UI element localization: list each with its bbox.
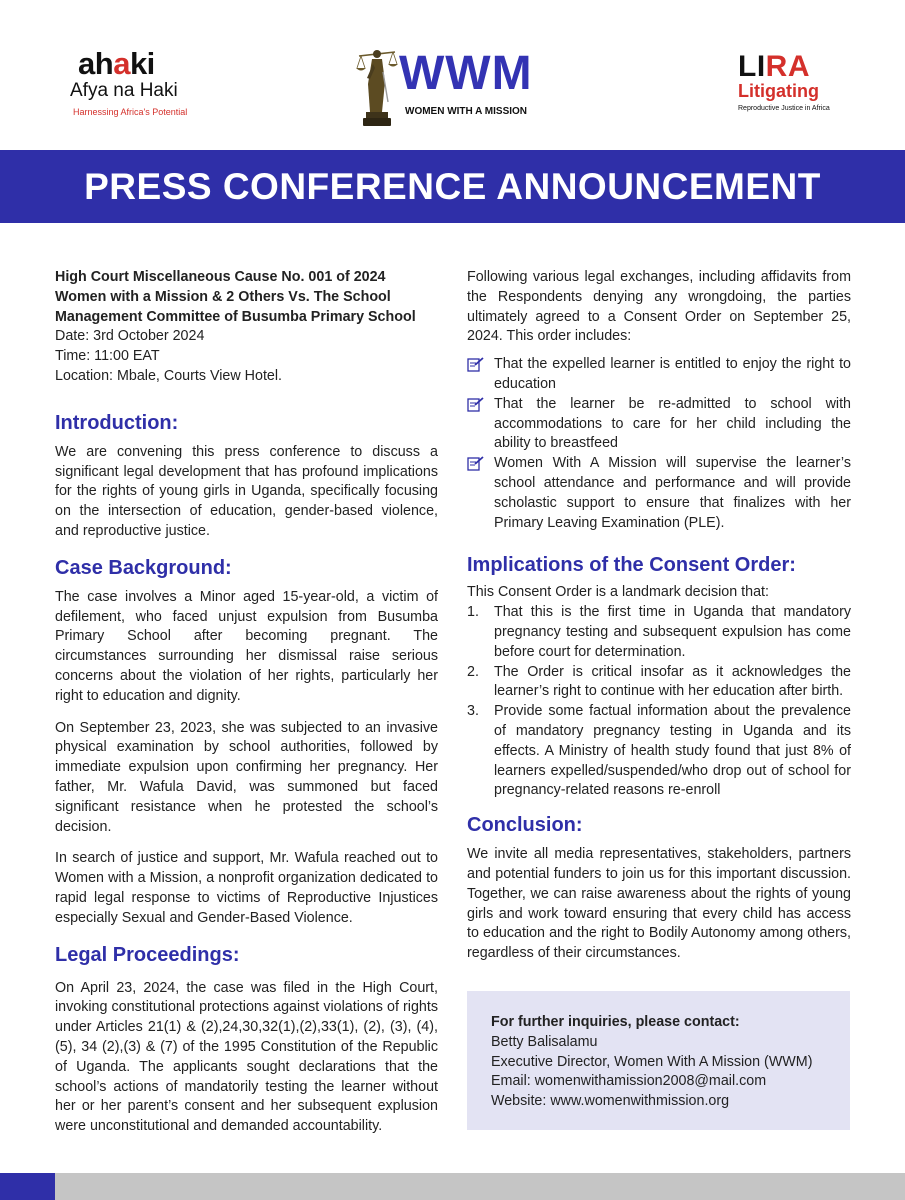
checklist-icon	[467, 357, 484, 372]
wwm-tagline: WOMEN WITH A MISSION	[405, 106, 528, 117]
list-item-text: The Order is critical insofar as it acknowledges the learner’s right to continue with her education after birth.	[494, 663, 851, 700]
conclusion-heading: Conclusion:	[467, 814, 583, 837]
lira-logo	[738, 52, 848, 112]
case-background-paragraph: In search of justice and support, Mr. Wafula reached out to Women with a Mission, a nonprofit organization dedicated to rapid legal response to victims of Reproductive Injustices especially Sexual and Gender-Based Violence.	[55, 850, 438, 926]
title-banner	[0, 150, 905, 223]
list-number: 2.	[467, 663, 479, 680]
checklist-icon	[467, 397, 484, 412]
lady-justice-icon	[355, 42, 399, 130]
list-item-text: That this is the first time in Uganda that mandatory pregnancy testing and subsequent expulsion has come before court for determination.	[494, 604, 851, 660]
page-title: PRESS CONFERENCE ANNOUNCEMENT	[84, 165, 821, 207]
ahaki-word-start: ah	[78, 46, 114, 81]
ahaki-logo	[70, 48, 200, 117]
conclusion-text: We invite all media representatives, stakeholders, partners and potential funders to join us for this important discussion. Together, we can raise awareness about the rights of young girls and work toward ensuring that every child has access to education and the right to Bodily Autonomy among others, regardless of their circumstances.	[467, 846, 851, 962]
case-background-heading: Case Background:	[55, 556, 232, 579]
legal-proceedings-heading: Legal Proceedings:	[55, 943, 240, 966]
introduction-text: We are convening this press conference to discuss a significant legal development that has profound implications for the rights of young girls in Uganda, specifically focusing on the intersection of education, gender-based violence, and reproductive justice.	[55, 443, 438, 539]
lira-word-accent: RA	[765, 50, 811, 83]
case-number: High Court Miscellaneous Cause No. 001 of 2024	[55, 269, 386, 285]
list-number: 1.	[467, 604, 479, 621]
implications-heading: Implications of the Consent Order:	[467, 554, 796, 577]
ahaki-word-accent: a	[113, 46, 130, 81]
ahaki-wordmark	[78, 48, 200, 79]
list-item	[467, 702, 851, 801]
list-item	[467, 663, 851, 703]
left-column	[55, 268, 438, 1137]
list-item	[467, 603, 851, 662]
ahaki-word-end: ki	[129, 46, 155, 81]
event-time: Time: 11:00 EAT	[55, 348, 160, 365]
lira-wordmark	[738, 52, 848, 82]
list-item-text: That the expelled learner is entitled to enjoy the right to education	[494, 356, 851, 392]
wwm-wordmark: WWM	[399, 47, 533, 100]
lira-word-start: LI	[738, 50, 766, 83]
contact-role: Executive Director, Women With A Mission (WWM)	[491, 1053, 813, 1070]
list-item	[467, 395, 851, 454]
ahaki-subtitle: Afya na Haki	[70, 80, 178, 101]
list-item-text: Provide some factual information about the prevalence of mandatory pregnancy testing in Uganda and its effects. A Ministry of health study found that just 8% of learners expelled/suspended/who drop out of school for pregnancy-related reasons re-enroll	[494, 703, 851, 799]
consent-order-list	[467, 355, 851, 533]
contact-website[interactable]: Website: www.womenwithmission.org	[491, 1093, 730, 1110]
contact-email[interactable]: Email: womenwithamission2008@mail.com	[491, 1073, 767, 1090]
list-number: 3.	[467, 703, 479, 720]
event-location: Location: Mbale, Courts View Hotel.	[55, 367, 283, 384]
list-item-text: That the learner be re-admitted to school with accommodations to care for her child including the ability to breastfeed	[494, 395, 851, 452]
case-background-paragraph: On September 23, 2023, she was subjected to an invasive physical examination by school authorities, followed by immediate expulsion upon confirming her pregnancy. Her father, Mr. Wafula David, was summoned but faced significant resistance when he protested the school’s decision.	[55, 719, 438, 835]
legal-proceedings-text: On April 23, 2024, the case was filed in the High Court, invoking constitutional protections against violations of rights under Articles 21(1) & (2),24,30,32(1),(2),33(1), (2), (3), (4), (5), 34 (2),(3) & (7) of the 1995 Constitution of the Republic of Uganda. The applicants sought declarations that the school’s actions of mandatorily testing the learner without her or her parent’s consent and her subsequent explusion were unconstitutional and demanded accountability.	[55, 979, 438, 1135]
list-item	[467, 454, 851, 533]
wwm-logo	[355, 42, 555, 132]
event-date: Date: 3rd October 2024	[55, 328, 205, 345]
list-item-text: Women With A Mission will supervise the learner’s school attendance and performance and will provide scholastic support to ensure that finalizes with her Primary Leaving Examination (PLE).	[494, 455, 851, 531]
contact-heading: For further inquiries, please contact:	[491, 1014, 740, 1030]
footer-accent	[0, 1173, 55, 1200]
list-item	[467, 355, 851, 395]
introduction-heading: Introduction:	[55, 411, 179, 434]
contact-box	[467, 991, 850, 1130]
lira-subtitle: Litigating	[738, 81, 819, 101]
contact-name: Betty Balisalamu	[491, 1033, 598, 1050]
consent-order-intro: Following various legal exchanges, including affidavits from the Respondents denying any wrongdoing, the parties ultimately agreed to a Consent Order on September 25, 2024. This order includes:	[467, 269, 851, 345]
implications-intro: This Consent Order is a landmark decision that:	[467, 584, 769, 601]
right-column	[467, 268, 851, 964]
ahaki-tagline: Harnessing Africa's Potential	[73, 106, 188, 117]
case-header	[55, 268, 438, 387]
checklist-icon	[467, 456, 484, 471]
lira-tagline: Reproductive Justice in Africa	[738, 104, 830, 112]
footer-bar	[0, 1173, 905, 1200]
case-parties: Women with a Mission & 2 Others Vs. The School Management Committee of Busumba Primary School	[55, 288, 416, 325]
implications-list	[467, 603, 851, 801]
case-background-paragraph: The case involves a Minor aged 15-year-old, a victim of defilement, who faced unjust expulsion from Busumba Primary School after becoming pregnant. The circumstances surrounding her dismissal raise serious concerns about the violation of her rights, particularly her right to education and dignity.	[55, 588, 438, 704]
